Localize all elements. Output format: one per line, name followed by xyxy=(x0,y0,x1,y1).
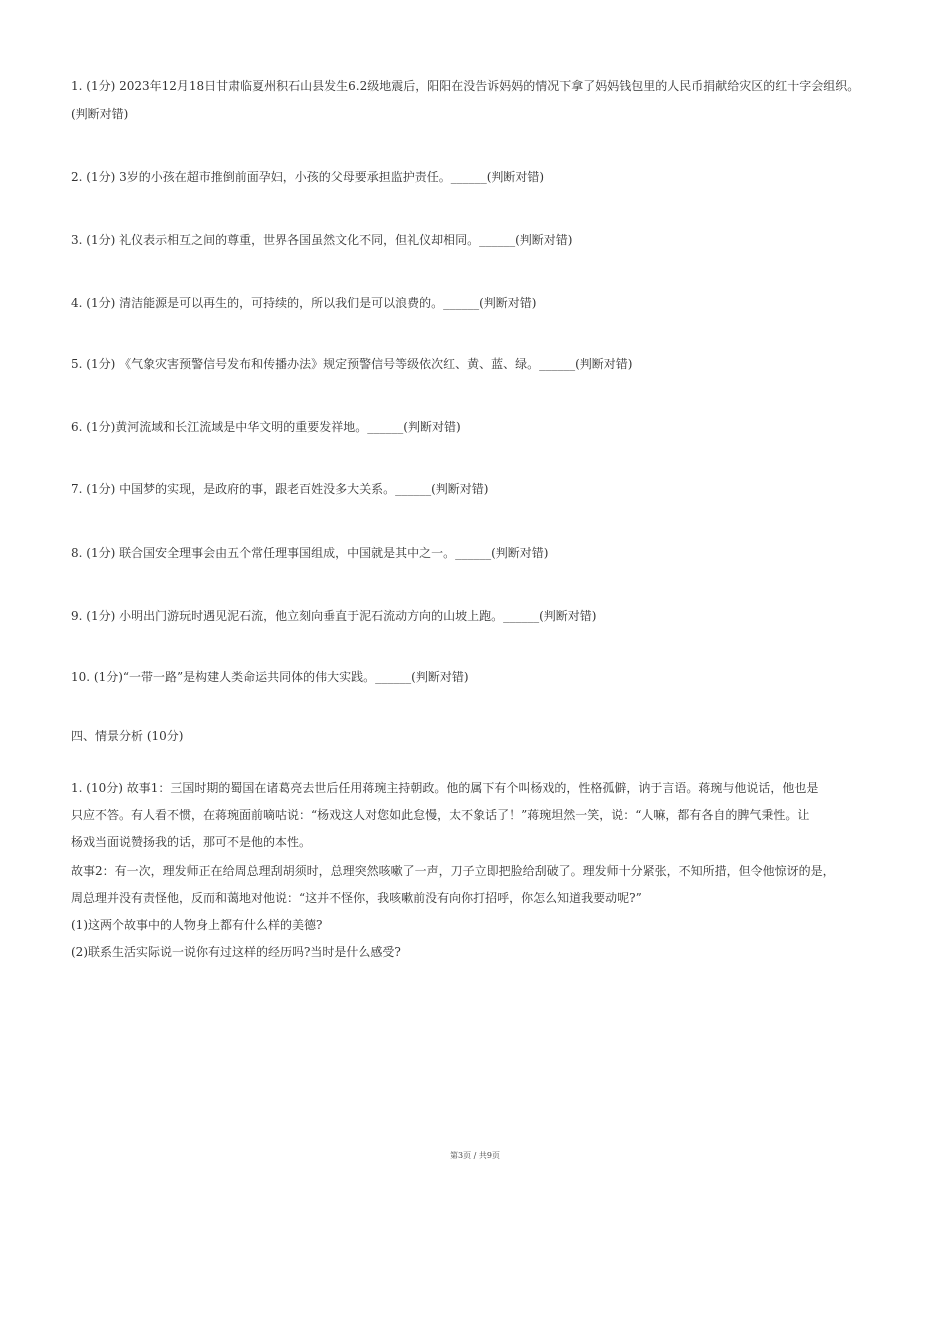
section-title: 四、情景分析 (10分) xyxy=(71,729,184,743)
question-10: 10. (1分)“一带一路”是构建人类命运共同体的伟大实践。______(判断对错) xyxy=(71,670,469,684)
question-1-line2: (判断对错) xyxy=(71,107,129,121)
question-8: 8. (1分) 联合国安全理事会由五个常任理事国组成，中国就是其中之一。______(判断对错) xyxy=(71,546,549,560)
story-1-line-1: 1. (10分) 故事1：三国时期的蜀国在诸葛亮去世后任用蒋琬主持朝政。他的属下有个叫杨戏的，性格孤僻，讷于言语。蒋琬与他说话，他也是 xyxy=(71,781,819,795)
page-footer: 第3页 / 共9页 xyxy=(450,1151,500,1160)
question-1-line1: 1. (1分) 2023年12月18日甘肃临夏州积石山县发生6.2级地震后，阳阳在没告诉妈妈的情况下拿了妈妈钱包里的人民币捐献给灾区的红十字会组织。 xyxy=(71,79,860,93)
sub-question-2: (2)联系生活实际说一说你有过这样的经历吗?当时是什么感受? xyxy=(71,945,401,959)
question-9: 9. (1分) 小明出门游玩时遇见泥石流，他立刻向垂直于泥石流动方向的山坡上跑。______(判断对错) xyxy=(71,609,597,623)
story-1-line-3: 杨戏当面说赞扬我的话，那可不是他的本性。 xyxy=(71,835,312,849)
story-2-line-2: 周总理并没有责怪他，反而和蔼地对他说：“这并不怪你，我咳嗽前没有向你打招呼，你怎么知道我要动呢?” xyxy=(71,891,642,905)
question-1 xyxy=(71,72,901,128)
question-7: 7. (1分) 中国梦的实现，是政府的事，跟老百姓没多大关系。______(判断对错) xyxy=(71,482,489,496)
story-2-line-1: 故事2：有一次，理发师正在给周总理刮胡须时，总理突然咳嗽了一声，刀子立即把脸给刮破了。理发师十分紧张，不知所措，但令他惊讶的是， xyxy=(71,864,835,878)
question-6: 6. (1分)黄河流域和长江流域是中华文明的重要发祥地。______(判断对错) xyxy=(71,420,461,434)
question-4: 4. (1分) 清洁能源是可以再生的，可持续的，所以我们是可以浪费的。______(判断对错) xyxy=(71,296,537,310)
question-5: 5. (1分) 《气象灾害预警信号发布和传播办法》规定预警信号等级依次红、黄、蓝、绿。______(判断对错) xyxy=(71,357,633,371)
sub-question-1: (1)这两个故事中的人物身上都有什么样的美德? xyxy=(71,918,323,932)
story-1-line-2: 只应不答。有人看不惯，在蒋琬面前嘀咕说：“杨戏这人对您如此怠慢，太不象话了！”蒋琬坦然一笑，说：“人嘛，都有各自的脾气秉性。让 xyxy=(71,808,810,822)
question-2: 2. (1分) 3岁的小孩在超市推倒前面孕妇，小孩的父母要承担监护责任。______(判断对错) xyxy=(71,170,545,184)
scenario-question xyxy=(71,775,891,966)
question-3: 3. (1分) 礼仪表示相互之间的尊重，世界各国虽然文化不同，但礼仪却相同。______(判断对错) xyxy=(71,233,573,247)
